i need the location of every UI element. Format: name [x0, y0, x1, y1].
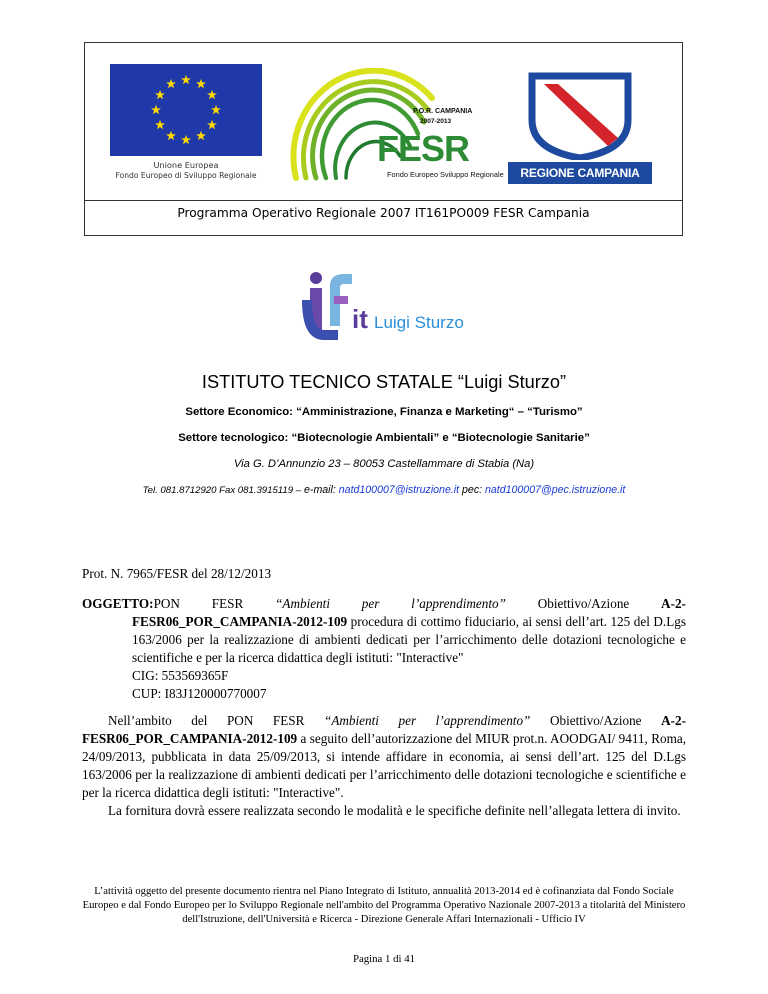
school-name-title: ISTITUTO TECNICO STATALE “Luigi Sturzo”	[201, 372, 567, 392]
eu-star-icon	[155, 120, 165, 129]
regione-campania-label: REGIONE CAMPANIA	[508, 162, 652, 184]
school-logo-name: Luigi Sturzo	[374, 313, 464, 332]
eu-star-icon	[207, 90, 217, 99]
eu-flag-logo	[110, 64, 262, 156]
fesr-subtitle: Fondo Europeo Sviluppo Regionale	[387, 170, 504, 179]
subject-cig: CIG: 553569365F	[132, 668, 229, 683]
subject-w2: FESR	[211, 596, 244, 611]
pec-link[interactable]: natd100007@pec.istruzione.it	[485, 484, 626, 496]
subject-code: FESR06_POR_CAMPANIA-2012-109	[132, 614, 348, 629]
header-divider	[84, 200, 683, 201]
body-paragraph-1	[82, 712, 686, 802]
subject-text: procedura di cottimo fiduciario, ai sensi dell’art. 125 del D.Lgs 163/2006 per la realizzazione di ambienti dedicati per l’arricchimento delle dotazioni tecnologiche e scientifiche e per la ricerca didattica degli istituti: "Interactive"	[132, 614, 686, 665]
eu-caption-line2: Fondo Europeo di Sviluppo Regionale	[115, 171, 257, 180]
eu-stars-icon	[110, 64, 262, 156]
p1-c: Obiettivo/Azione	[530, 713, 662, 728]
fesr-years-label: 2007-2013	[420, 118, 452, 125]
eu-star-icon	[207, 120, 217, 129]
school-contacts	[82, 484, 686, 496]
subject-details	[132, 613, 686, 703]
footnote: L’attività oggetto del presente documento rientra nel Piano Integrato di Istituto, annualità 2013-2014 ed è cofinanziata dal Fondo Sociale Europeo e dal Fondo Europeo per lo Sviluppo Regionale nell'ambito del Programma Operativo Nazionale 2007-2013 a titolarità del Ministero dell'Istruzione, dell'Università e Ricerca - Direzione Generale Affari Internazionali - Ufficio IV	[82, 886, 686, 925]
subject-w4: per	[361, 596, 380, 611]
subject-w1: PON	[153, 596, 180, 611]
fesr-wordmark: FESR	[377, 128, 470, 169]
subject-w5: l’apprendimento”	[411, 596, 506, 611]
school-logo-it: it	[352, 304, 368, 334]
email-link[interactable]: natd100007@istruzione.it	[338, 484, 460, 496]
tel-fax: Tel. 081.8712920 Fax 081.3915119 –	[142, 485, 302, 496]
eu-star-icon	[211, 105, 221, 114]
eu-star-icon	[196, 79, 206, 88]
email-label: e-mail:	[301, 484, 339, 496]
subject-first-line	[82, 595, 686, 613]
sector-technological: Settore tecnologico: “Biotecnologie Ambientali” e “Biotecnologie Sanitarie”	[178, 432, 590, 444]
subject-w6: Obiettivo/Azione	[537, 596, 630, 611]
fesr-por-label: P.O.R. CAMPANIA	[413, 108, 473, 115]
school-logo	[294, 266, 476, 352]
eu-star-icon	[181, 75, 191, 84]
body-paragraph-2: La fornitura dovrà essere realizzata secondo le modalità e le specifiche definite nell’allegata lettera di invito.	[108, 803, 681, 818]
eu-star-icon	[166, 131, 176, 140]
eu-star-icon	[166, 79, 176, 88]
eu-star-icon	[196, 131, 206, 140]
p1-b: “Ambienti per l’apprendimento”	[324, 713, 531, 728]
p1-d: A-2-FESR06_POR_CAMPANIA-2012-109	[82, 713, 686, 746]
page-number: Pagina 1 di 41	[352, 953, 416, 965]
regione-shield-icon	[528, 72, 632, 160]
sector-economic: Settore Economico: “Amministrazione, Finanza e Marketing“ – “Turismo”	[185, 406, 583, 418]
programme-caption: Programma Operativo Regionale 2007 IT161PO009 FESR Campania	[177, 206, 590, 220]
p1-e: a seguito dell’autorizzazione del MIUR prot.n. AOODGAI/ 9411, Roma, 24/09/2013, pubblicata in data 25/09/2013, si intende affidare in economia, ai sensi dell’art. 125 del D.Lgs 163/2006 per la realizzazione di ambienti dedicati per l’arricchimento delle dotazioni tecnologiche e scientifiche e per la ricerca didattica degli istituti: "Interactive".	[82, 731, 686, 800]
eu-star-icon	[155, 90, 165, 99]
protocol-number: Prot. N. 7965/FESR del 28/12/2013	[82, 566, 272, 581]
subject-cup: CUP: I83J120000770007	[132, 686, 267, 701]
subject-w3: “Ambienti	[275, 596, 331, 611]
eu-caption-line1: Unione Europea	[153, 160, 219, 170]
pec-label: pec:	[459, 484, 486, 496]
school-address: Via G. D’Annunzio 23 – 80053 Castellammare di Stabia (Na)	[233, 458, 535, 470]
p1-a: Nell’ambito del PON FESR	[108, 713, 324, 728]
subject-w7: A-2-	[661, 596, 686, 611]
eu-star-icon	[151, 105, 161, 114]
eu-star-icon	[181, 135, 191, 144]
subject-label: OGGETTO:	[82, 596, 154, 611]
